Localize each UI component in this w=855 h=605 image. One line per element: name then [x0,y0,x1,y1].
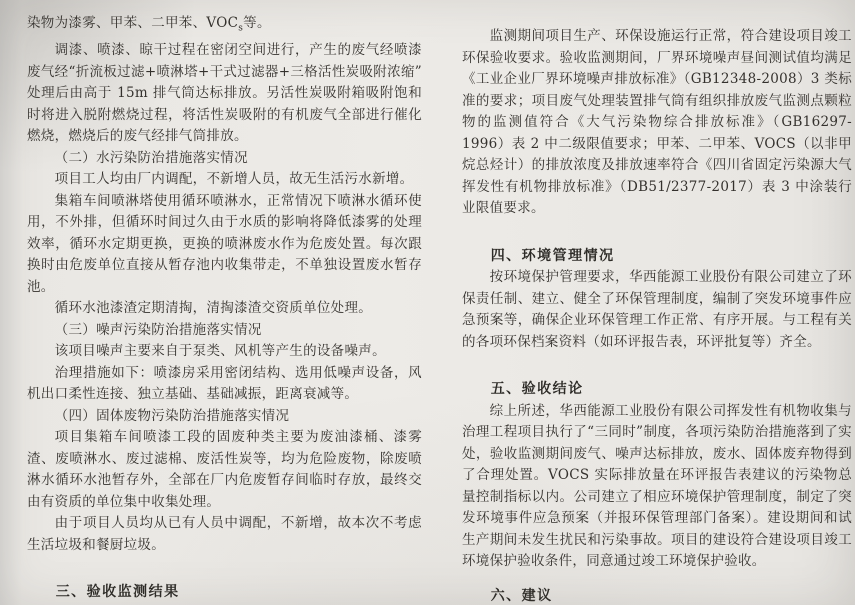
subheading-solid-waste-measures: （四）固体废物污染防治措施落实情况 [54,407,290,424]
paragraph-pollutants-continuation [27,13,422,40]
paragraph-exhaust-gas-treatment: 调漆、喷漆、晾干过程在密闭空间进行，产生的废气经喷漆废气经“折流板过滤+喷淋塔+干式过滤器+三格活性炭吸附浓缩”处理后由高于 15m 排气筒达标排放。另活性炭吸附箱吸附饱和时将进入脱附燃烧过程，将活性炭吸附的有机废气全部进行催化燃烧，燃烧后的废气经排气筒排放。 [27,42,422,145]
pollutants-text-before-subscript: 染物为漆雾、甲苯、二甲苯、VOC [27,15,239,31]
paragraph-no-new-sewage: 项目工人均由厂内调配，不新增人员，故无生活污水新增。 [54,171,414,188]
paragraph-management-system: 按环境保护管理要求，华西能源工业股份有限公司建立了环保责任制、建立、健全了环保管理制度，编制了突发环境事件应急预案等，确保企业环保管理工作正常、有序开展。与工程有关的各项环保档案资料（如环评报告表，环评批复等）齐全。 [462,269,852,350]
paragraph-paint-residue-cleaning: 循环水池漆渣定期清掏，清掏漆渣交资质单位处理。 [54,300,373,317]
left-column [27,13,422,605]
paragraph-noise-sources: 该项目噪声主要来自于泵类、风机等产生的设备噪声。 [54,343,386,360]
paragraph-solid-waste-types: 项目集箱车间喷漆工段的固废种类主要为废油漆桶、漆雾渣、废喷淋水、废过滤棉、废活性炭等，均为危险废物，除废喷淋水循环水池暂存外，全部在厂内危废暂存间临时存放，最终交由有资质的单位集中收集处理。 [27,429,422,510]
section-heading-acceptance-conclusion: 五、验收结论 [490,381,584,397]
paragraph-no-domestic-garbage: 由于项目人员均从已有人员中调配，不新增，故本次不考虑生活垃圾和餐厨垃圾。 [27,515,422,553]
paragraph-monitoring-compliance-summary: 监测期间项目生产、环保设施运行正常，符合建设项目竣工环保验收要求。验收监测期间，厂界环境噪声昼间测试值均满足《工业企业厂界环境噪声排放标准》（GB12348-2008）3 类标准的要求；项目废气处理装置排气筒有组织排放废气监测点颗粒物的监测值符合《大气污染物综合排放标准》（GB16297-1996）表 2 中二级限值要求；甲苯、二甲苯、VOCS（以非甲烷总烃计）的排放浓度及排放速率符合《四川省固定污染源大气挥发性有机物排放标准》（DB51/2377-2017）表 3 中涂装行业限值要求。 [462,28,852,216]
subheading-water-pollution-measures: （二）水污染防治措施落实情况 [54,149,248,166]
paragraph-noise-control-measures: 治理措施如下：喷漆房采用密闭结构、选用低噪声设备，风机出口柔性连接、独立基础、基础减振，距离衰减等。 [27,364,422,403]
right-column [462,26,852,605]
section-heading-suggestions: 六、建议 [490,587,553,604]
paragraph-conclusion: 综上所述，华西能源工业股份有限公司挥发性有机物收集与治理工程项目执行了“三同时”制度，各项污染防治措施落到了实处，验收监测期间废气、噪声达标排放，废水、固体废弃物得到了合理处置。VOCS 实际排放量在环评报告表建议的污染物总量控制指标以内。公司建立了相应环境保护管理制度，制定了突发环境事件应急预案（并报环保管理部门备案）。建设期间和试生产期间未发生扰民和污染事故。项目的建设符合建设项目竣工环境保护验收条件，同意通过竣工环境保护验收。 [462,402,852,569]
section-heading-environmental-management: 四、环境管理情况 [490,247,615,264]
vocs-subscript: s [238,23,244,34]
pollutants-text-after-subscript: 等。 [243,15,271,31]
section-heading-acceptance-monitoring-results: 三、验收监测结果 [55,584,180,601]
subheading-noise-pollution-measures: （三）噪声污染防治措施落实情况 [54,321,262,338]
paragraph-spray-water-recycling: 集箱车间喷淋塔使用循环喷淋水，正常情况下喷淋水循环使用，不外排，但循环时间过久由于水质的影响将降低漆雾的处理效率，循环水定期更换，更换的喷淋废水作为危废处置。每次跟换时由危废单位直接从暂存池内收集带走，不单独设置废水暂存池。 [27,192,422,295]
